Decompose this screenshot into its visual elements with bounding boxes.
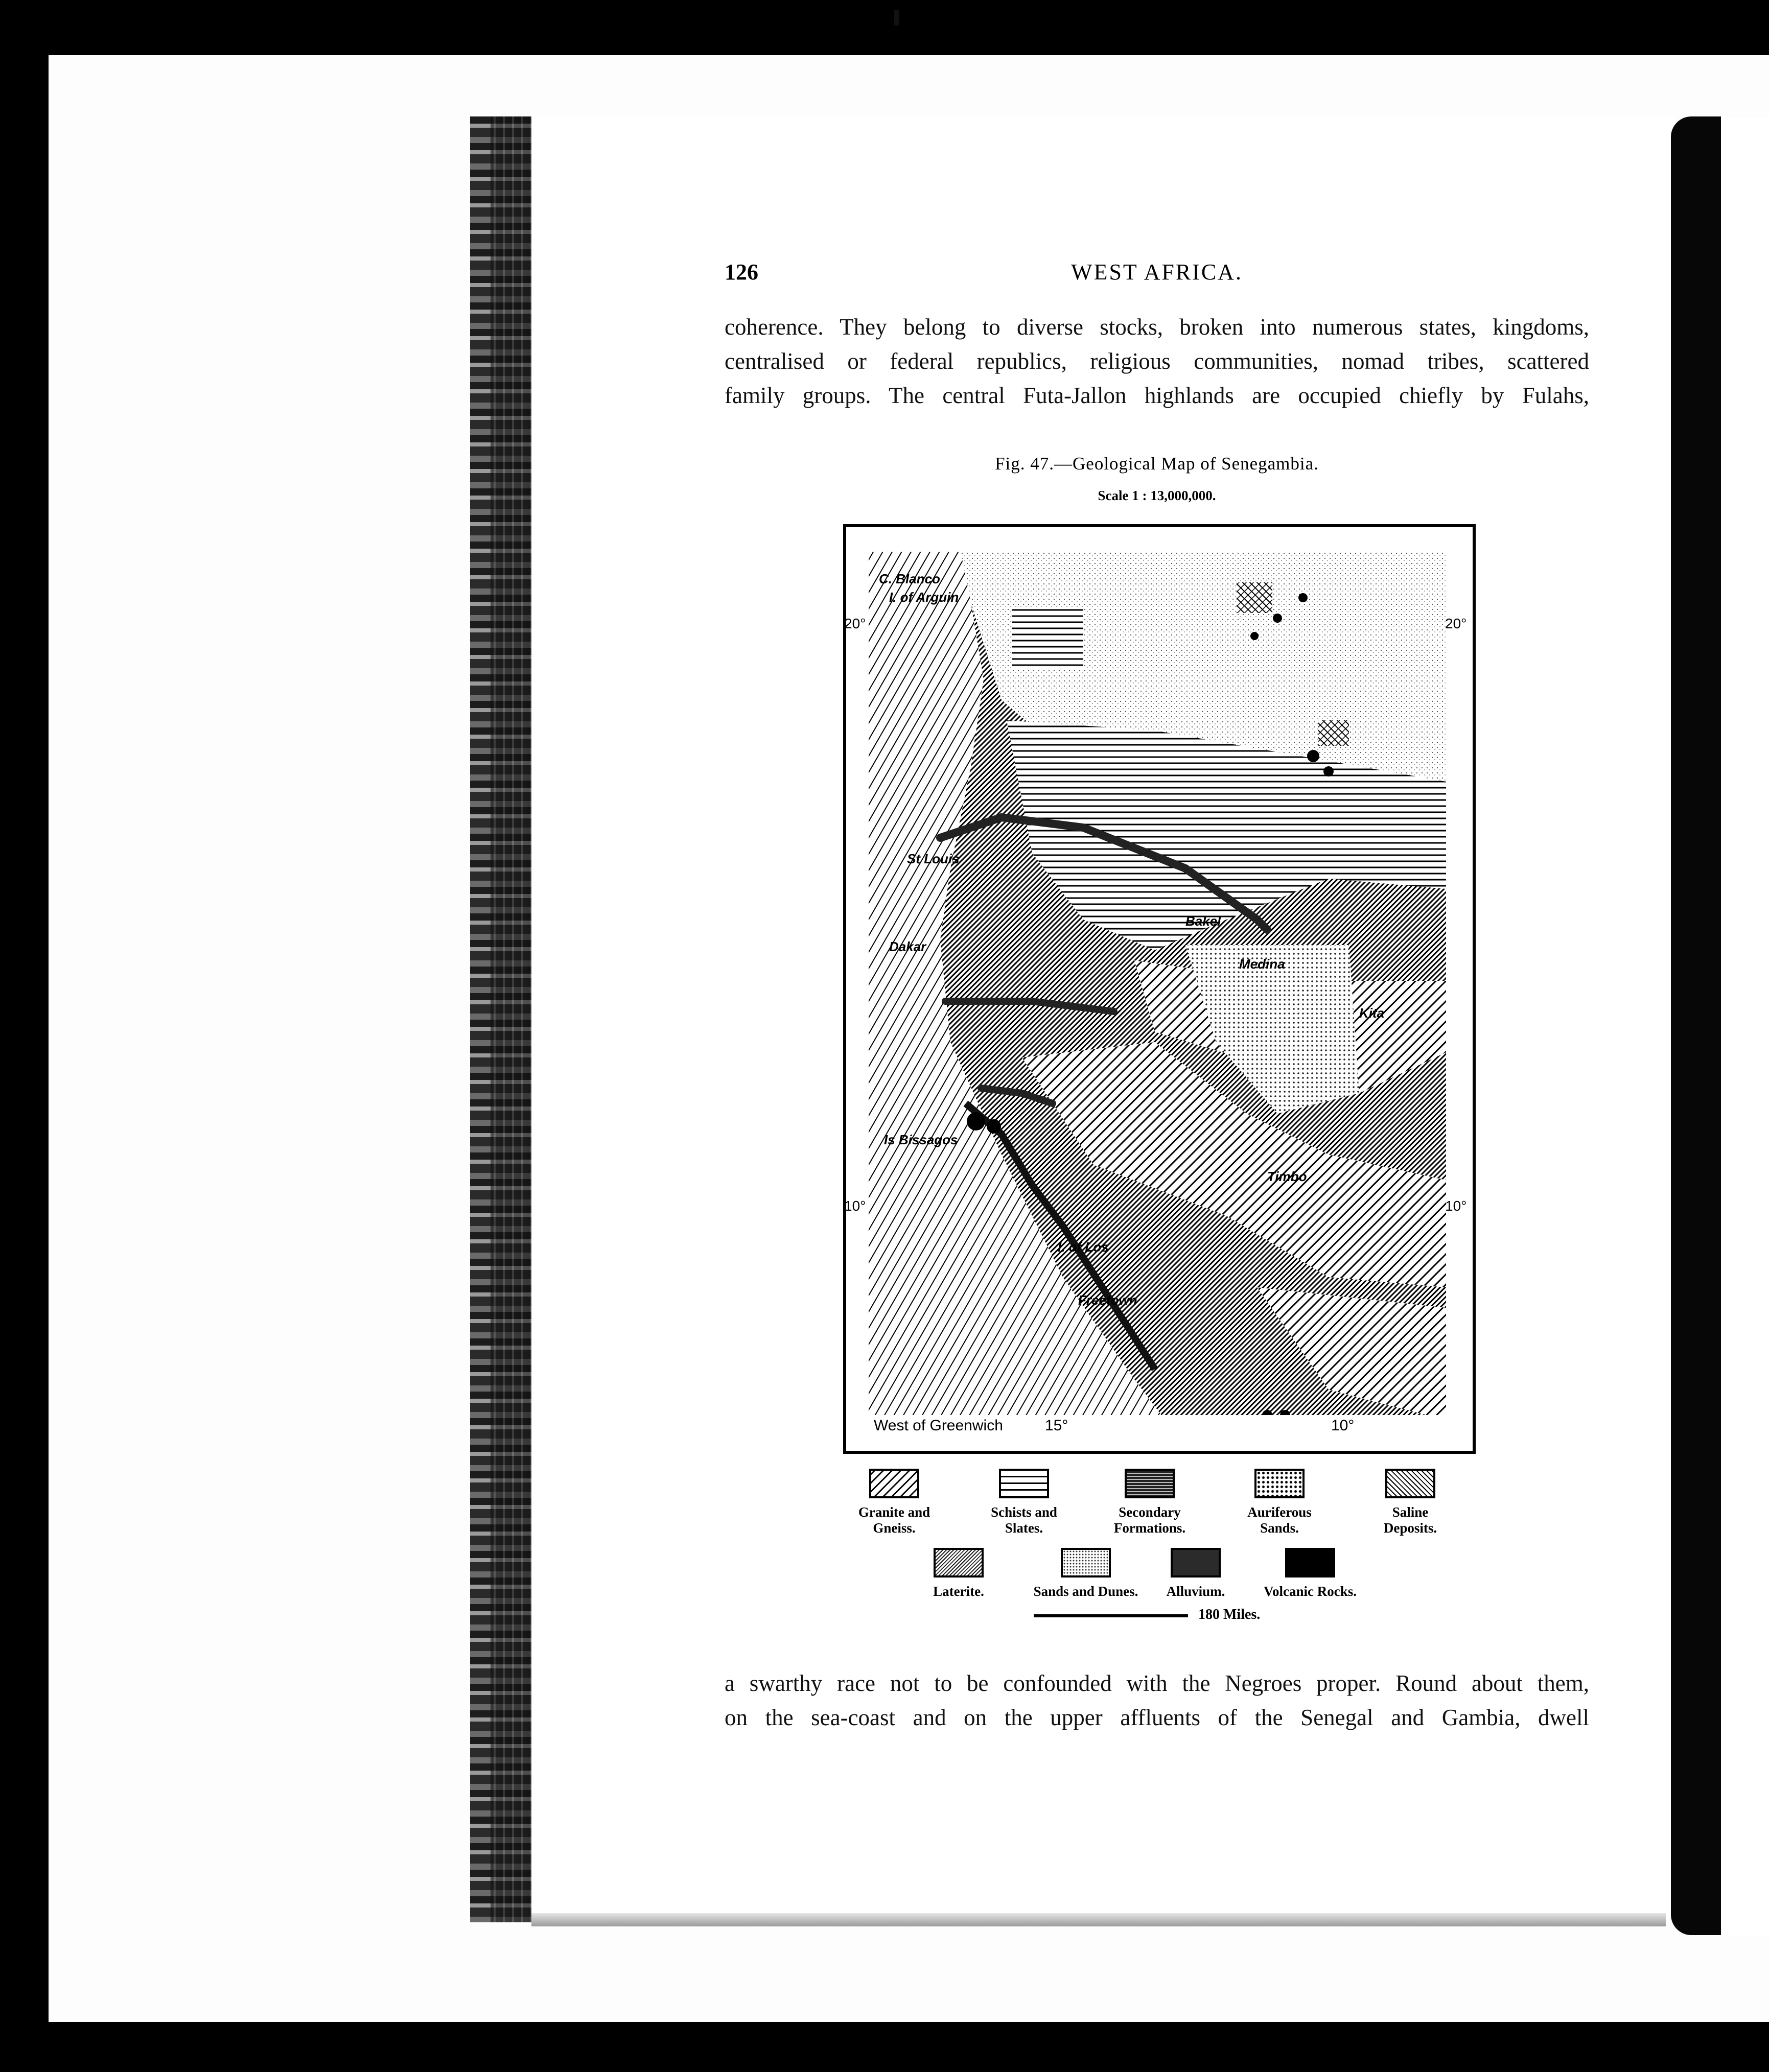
page-shadow (531, 1913, 1666, 1926)
label-lon-10: 10° (1331, 1417, 1355, 1434)
figure-scale: Scale 1 : 13,000,000. (1098, 488, 1216, 503)
legend-label: Granite and (858, 1504, 930, 1520)
label-isles-de-los: I. of Los (1058, 1239, 1109, 1255)
label-lat-20-left: 20° (844, 616, 866, 631)
label-lon-15: 15° (1045, 1417, 1068, 1434)
legend-granite (833, 1469, 956, 1536)
page-number: 126 (725, 260, 758, 285)
label-bakel: Bakel (1185, 913, 1221, 929)
legend-label: Alluvium. (1166, 1584, 1225, 1599)
legend-saline (1349, 1469, 1472, 1536)
legend-volcanic (1249, 1548, 1371, 1599)
label-lat-20-right: 20° (1445, 616, 1467, 631)
text-line: family groups. The central Futa-Jallon highlands are occupied chiefly by Fulahs, (725, 383, 1589, 408)
swatch-cross (1385, 1469, 1435, 1498)
swatch-fine-diagonal (934, 1548, 984, 1577)
swatch-dense-horizontal (1125, 1469, 1175, 1498)
legend-label: Schists and (991, 1504, 1057, 1520)
label-timbo: Timbo (1267, 1169, 1307, 1184)
legend-laterite (897, 1548, 1020, 1599)
label-cape-blanco: C. Blanco (879, 571, 940, 586)
figure-caption: Fig. 47.—Geological Map of Senegambia. (995, 454, 1319, 474)
legend-sands-dunes (1025, 1548, 1147, 1599)
legend-label: Secondary (1119, 1504, 1181, 1520)
swatch-horizontal (999, 1469, 1049, 1498)
text-line: centralised or federal republics, religious communities, nomad tribes, scattered (725, 348, 1589, 374)
paragraph-top (725, 310, 1589, 413)
label-st-louis: St Louis (907, 851, 960, 866)
scale-bar-label: 180 Miles. (1198, 1607, 1261, 1622)
swatch-dots (1254, 1469, 1305, 1498)
legend-label: Auriferous (1247, 1504, 1312, 1520)
facing-page (1721, 117, 1769, 1936)
running-header (725, 259, 1589, 290)
swatch-stipple (1061, 1548, 1111, 1577)
text-line: a swarthy race not to be confounded with the Negroes proper. Round about them, (725, 1670, 1589, 1696)
legend-schists (963, 1469, 1085, 1536)
label-medina: Medina (1239, 956, 1285, 972)
swatch-dark (1171, 1548, 1221, 1577)
running-title: WEST AFRICA. (1071, 260, 1243, 285)
legend-label: Laterite. (933, 1584, 984, 1599)
text-line: on the sea-coast and on the upper affluents of the Senegal and Gambia, dwell (725, 1705, 1589, 1730)
legend-label: Saline (1392, 1504, 1429, 1520)
legend-auriferous (1218, 1469, 1341, 1536)
label-lat-10-right: 10° (1445, 1198, 1467, 1214)
facing-page-edge (1671, 116, 1721, 1935)
label-freetown: Freetown (1078, 1292, 1137, 1308)
legend-label: Sands. (1260, 1520, 1299, 1536)
legend-label: Slates. (1005, 1520, 1043, 1536)
legend-label: Deposits. (1383, 1520, 1437, 1536)
scale-bar (1034, 1614, 1188, 1617)
label-dakar: Dakar (889, 939, 926, 954)
legend-label: Gneiss. (873, 1520, 916, 1536)
geological-map (844, 552, 1467, 1434)
label-lat-10-left: 10° (844, 1198, 866, 1214)
legend-alluvium (1134, 1548, 1257, 1599)
text-line: coherence. They belong to diverse stocks, broken into numerous states, kingdoms, (725, 314, 1589, 340)
legend-secondary (1088, 1469, 1211, 1536)
book-spine (470, 116, 531, 1922)
swatch-black (1285, 1548, 1335, 1577)
scan-mark (894, 10, 899, 26)
paragraph-bottom (725, 1666, 1589, 1735)
legend-label: Sands and Dunes. (1033, 1584, 1138, 1599)
label-bissagos: Is Bissagos (884, 1132, 958, 1147)
legend-label: Volcanic Rocks. (1263, 1584, 1357, 1599)
label-west-of-greenwich: West of Greenwich (874, 1417, 1003, 1434)
label-arguin: I. of Arguin (889, 590, 959, 605)
label-kita: Kita (1359, 1005, 1385, 1021)
swatch-diagonal (869, 1469, 919, 1498)
legend-label: Formations. (1113, 1520, 1186, 1536)
